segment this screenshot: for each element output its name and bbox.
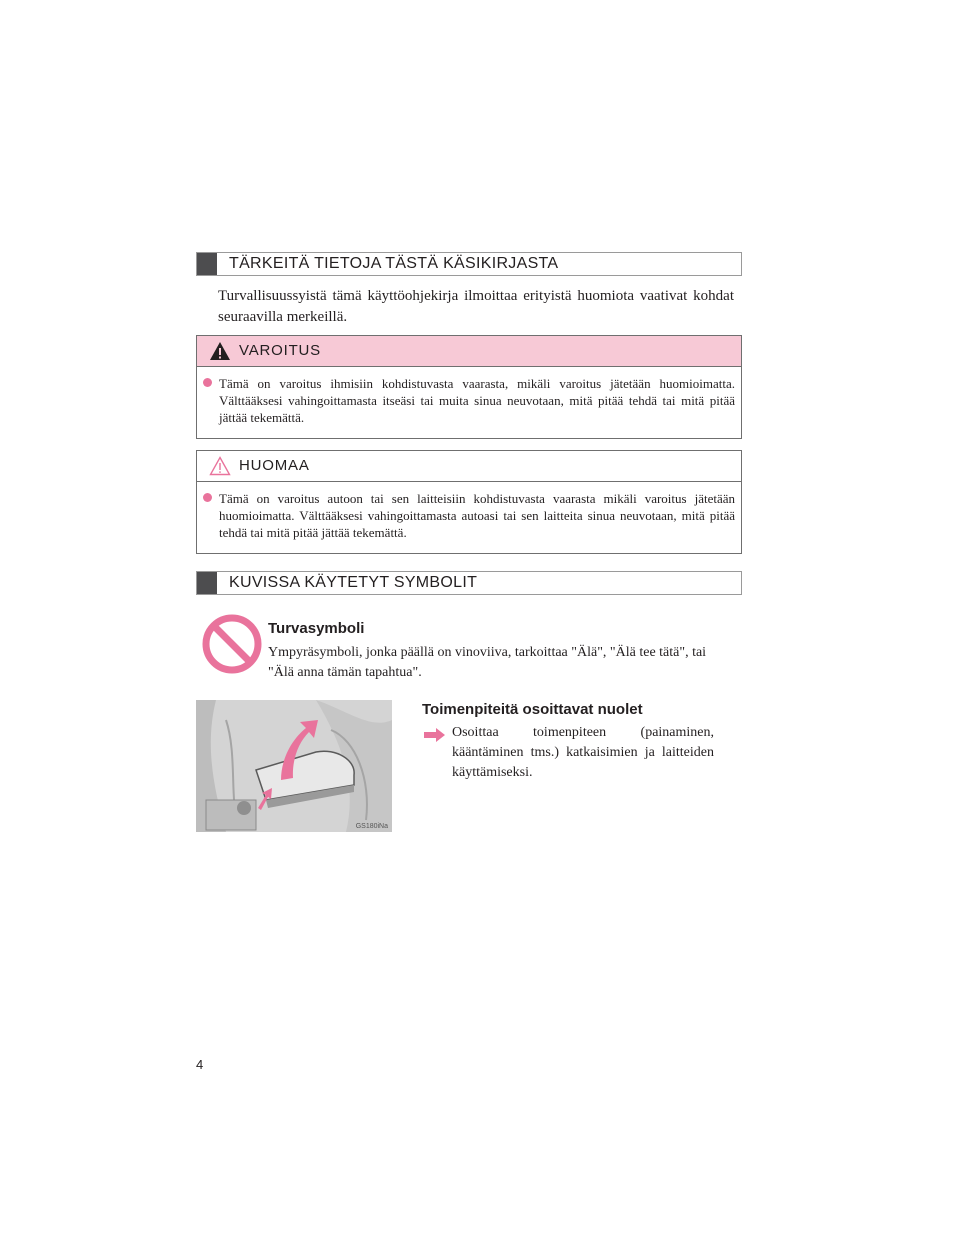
section-header-tab (197, 572, 217, 594)
caution-body (197, 482, 741, 541)
arrows-title: Toimenpiteitä osoittavat nuolet (422, 701, 643, 718)
caution-triangle-icon (209, 456, 231, 476)
safety-symbol-title: Turvasymboli (268, 620, 365, 637)
prohibition-circle-icon (201, 613, 263, 675)
armrest-drawing (196, 700, 392, 832)
caution-header (197, 451, 741, 482)
caution-text: Tämä on varoitus autoon tai sen laitteisiin kohdistuvasta vaarasta mikäli varoitus jätetään huomioimatta. Välttääksesi vahingoittamasta autoasi tai sen laitteita sinua neuvotaan, mitä pitää tehdä tai mitä pitää jättää tekemättä. (219, 491, 735, 540)
section-title: KUVISSA KÄYTETYT SYMBOLIT (229, 574, 478, 591)
armrest-illustration (196, 700, 392, 832)
arrows-text: Osoittaa toimenpiteen (painaminen, kääntäminen tms.) katkaisimien ja laitteiden käyttämiseksi. (452, 725, 714, 780)
section-header-symbols (196, 571, 742, 595)
caution-box (196, 450, 742, 554)
caution-label: HUOMAA (239, 457, 310, 474)
warning-label: VAROITUS (239, 342, 321, 359)
bullet-icon (203, 378, 212, 387)
warning-box (196, 335, 742, 439)
warning-header (197, 336, 741, 367)
warning-body (197, 367, 741, 426)
section-title: TÄRKEITÄ TIETOJA TÄSTÄ KÄSIKIRJASTA (229, 255, 559, 272)
safety-symbol-text: Ympyräsymboli, jonka päällä on vinoviiva, tarkoittaa "Älä", "Älä tee tätä", tai "Älä anna tämän tapahtua". (268, 645, 707, 680)
warning-triangle-icon (209, 341, 231, 361)
page-number: 4 (196, 1057, 204, 1072)
section-header-tab (197, 253, 217, 275)
warning-text: Tämä on varoitus ihmisiin kohdistuvasta vaarasta, mikäli varoitus jätetään huomioimatta. Välttääksesi vahingoittamasta itseäsi tai muita sinua neuvotaan, mitä pitää tehdä tai mitä pitää jättää tekemättä. (219, 376, 735, 425)
section-header-important-info (196, 252, 742, 276)
intro-paragraph: Turvallisuussyistä tämä käyttöohjekirja ilmoittaa erityistä huomiota vaativat kohdat seuraavilla merkeillä. (218, 288, 734, 325)
illustration-code: GS180iNa (355, 823, 388, 830)
pink-arrow-icon (424, 728, 446, 742)
bullet-icon (203, 493, 212, 502)
